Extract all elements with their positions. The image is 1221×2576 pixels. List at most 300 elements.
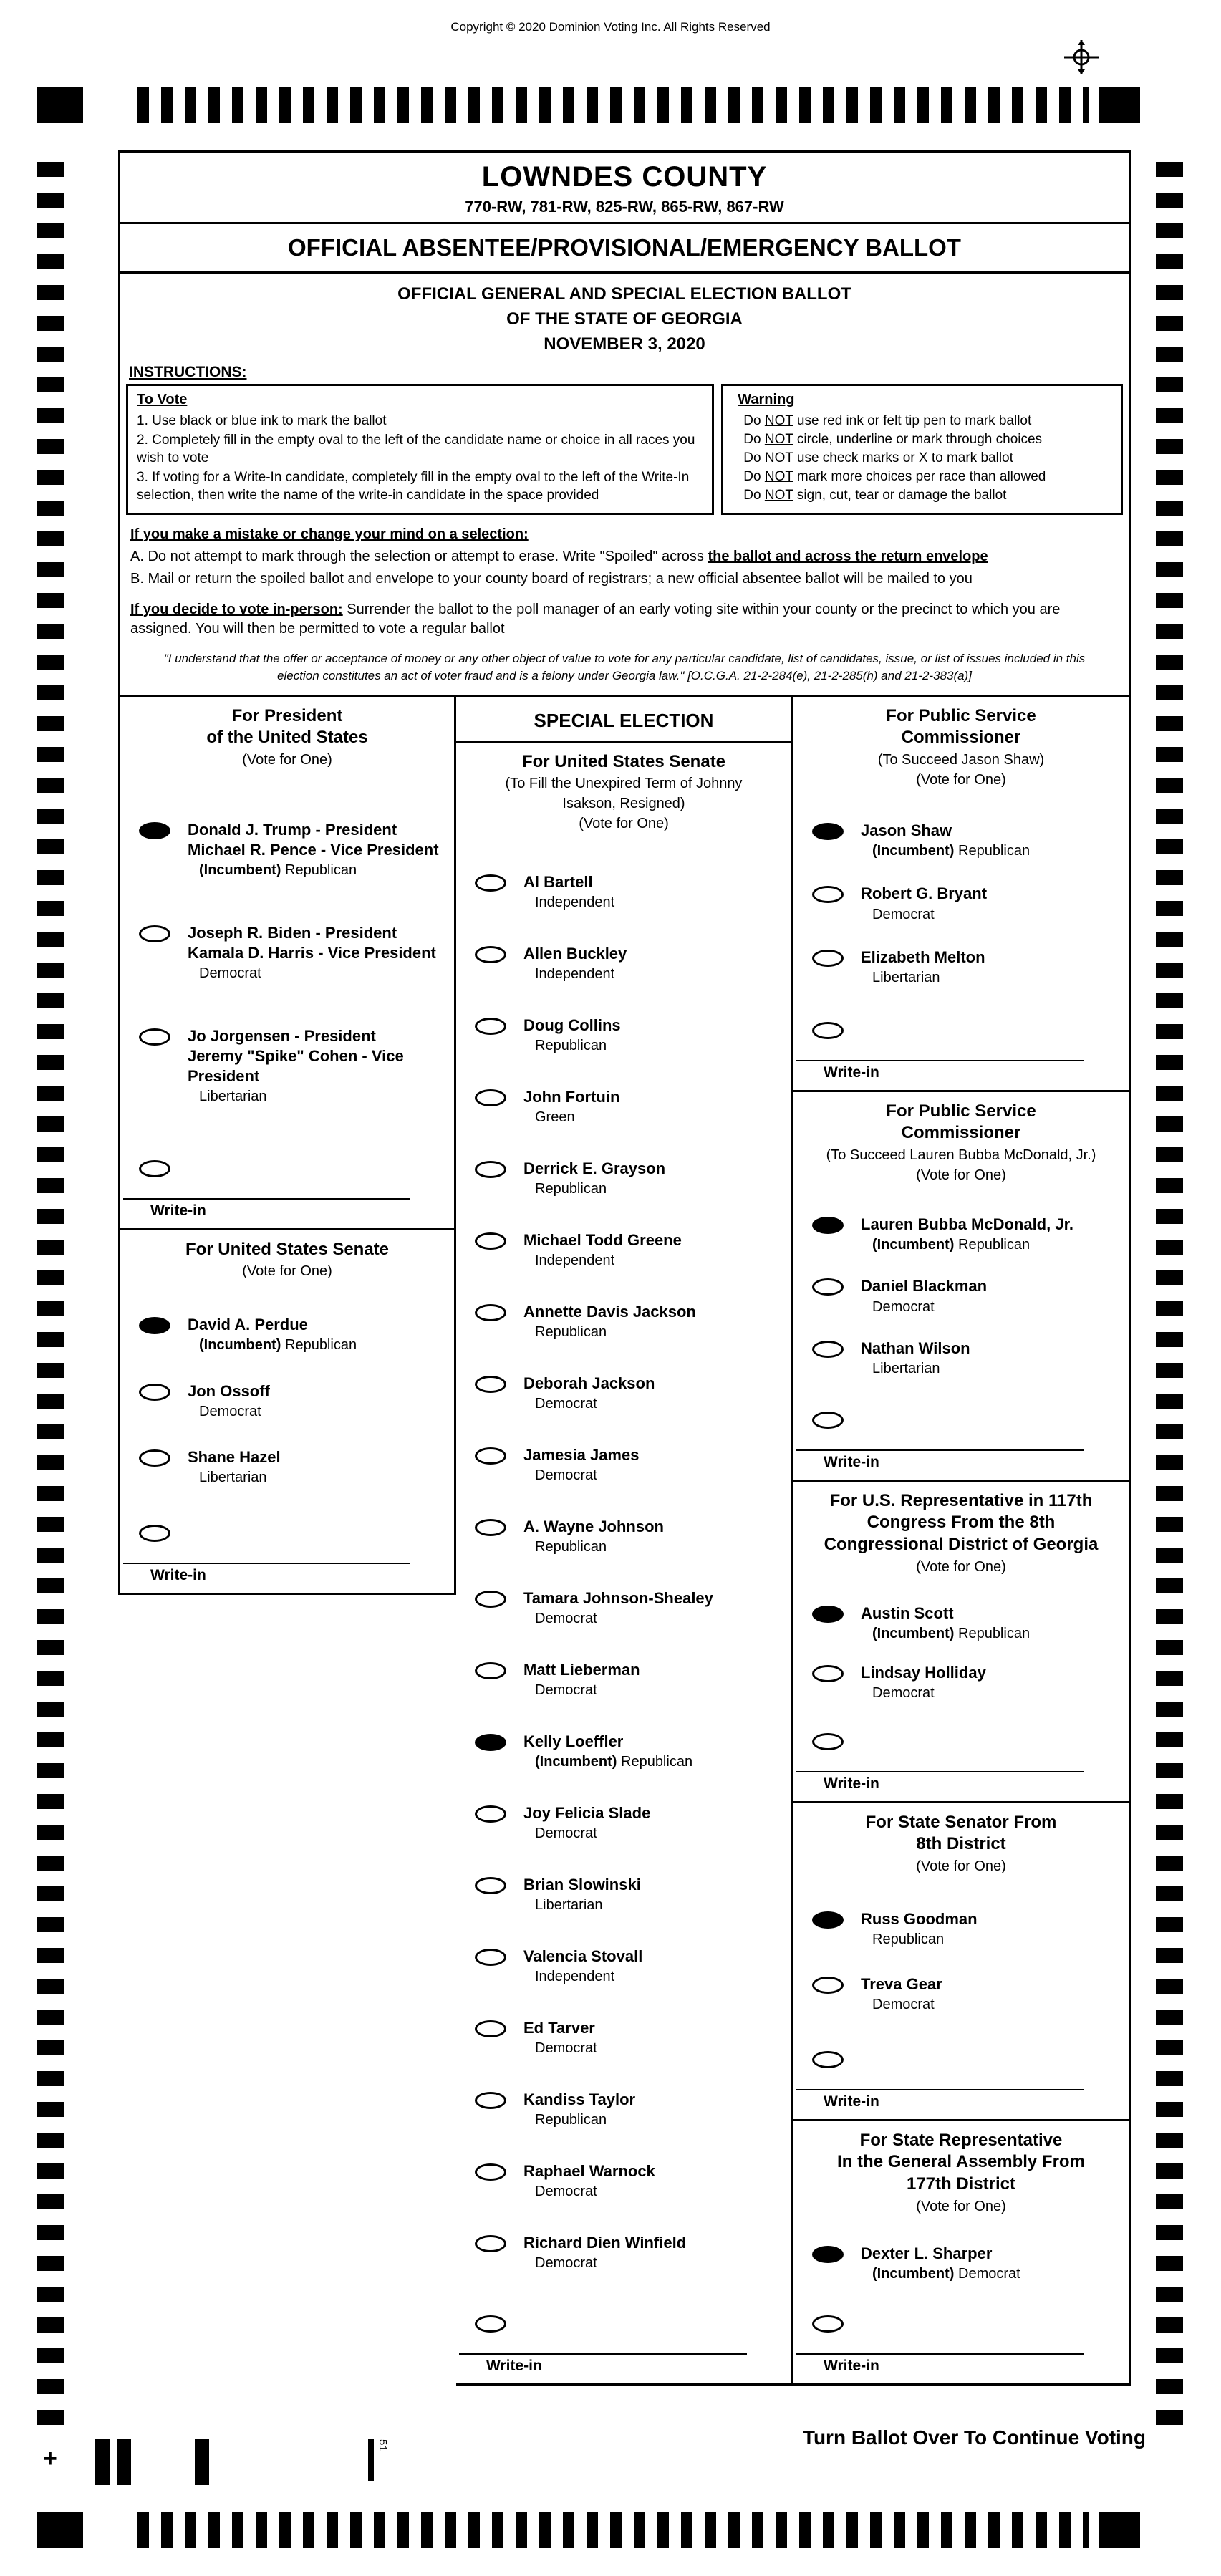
candidate-row	[456, 944, 791, 983]
contest-area	[118, 697, 1131, 2386]
instructions-row	[120, 384, 1129, 515]
candidate-row	[456, 1016, 791, 1055]
party-name: Republican	[958, 842, 1031, 859]
contest-title-line: Congressional District of Georgia	[824, 1535, 1099, 1555]
candidate-oval[interactable]	[475, 1232, 506, 1250]
candidate-party	[188, 964, 454, 983]
candidate-row	[456, 1302, 791, 1341]
contest-box	[793, 697, 1129, 1092]
candidate-party	[523, 1538, 791, 1556]
candidate-oval[interactable]	[475, 2020, 506, 2037]
candidate-row	[456, 1159, 791, 1198]
contest-title-line: Congress From the 8th	[867, 1513, 1056, 1533]
party-name: Libertarian	[535, 1897, 603, 1914]
candidate-oval[interactable]	[139, 1028, 170, 1046]
timing-bar-segment	[1099, 87, 1140, 123]
write-in-oval[interactable]	[475, 2315, 506, 2333]
candidate-oval[interactable]	[475, 1161, 506, 1178]
candidate-party	[861, 968, 1129, 987]
candidate-party	[523, 1394, 791, 1413]
candidate-name: Kelly Loeffler	[523, 1732, 624, 1750]
contest-subtitle-line: (Vote for One)	[916, 772, 1006, 788]
party-name: Democrat	[872, 1684, 935, 1701]
candidate-text	[861, 821, 1129, 860]
in-person-instructions	[120, 592, 1129, 643]
write-in-oval[interactable]	[812, 1412, 844, 1429]
candidate-row	[793, 1603, 1129, 1643]
contest-subtitle-line: (Vote for One)	[579, 816, 669, 832]
candidate-party	[523, 1609, 791, 1628]
warning-items	[732, 412, 1112, 504]
candidate-name: Annette Davis Jackson	[523, 1303, 696, 1321]
candidate-party	[188, 1468, 454, 1487]
candidate-oval[interactable]	[812, 1341, 844, 1358]
candidate-oval[interactable]	[475, 874, 506, 892]
warning-text-rest: mark more choices per race than allowed	[793, 469, 1046, 485]
warning-not-word: NOT	[764, 413, 793, 428]
party-name: Democrat	[199, 1403, 261, 1419]
candidate-list	[793, 791, 1129, 1017]
contest-title-line: In the General Assembly From	[837, 2152, 1085, 2172]
candidate-oval[interactable]	[812, 1911, 844, 1929]
contest-title-line: 177th District	[906, 2174, 1016, 2194]
timing-marks-bottom	[37, 2512, 1140, 2548]
party-name: Democrat	[535, 2254, 597, 2271]
registration-mark-icon	[1064, 40, 1099, 74]
candidate-oval[interactable]	[475, 1447, 506, 1465]
write-in-oval-row	[120, 1523, 454, 1545]
contest-title-line: For United States Senate	[521, 751, 726, 771]
party-name: Democrat	[535, 2040, 597, 2056]
candidate-row	[793, 947, 1129, 987]
candidate-text	[523, 1875, 791, 1914]
timing-bar-segment	[137, 87, 1089, 123]
candidate-party	[523, 2182, 791, 2201]
candidate-row	[793, 1338, 1129, 1378]
contest-title-line: For U.S. Representative in 117th	[829, 1490, 1093, 1510]
party-name: Independent	[535, 894, 615, 911]
candidate-oval[interactable]	[812, 1977, 844, 1994]
contest-box	[793, 1803, 1129, 2121]
timing-marks-top	[37, 87, 1140, 123]
write-in-label: Write-in	[486, 2357, 542, 2374]
contest-box	[793, 2121, 1129, 2383]
ballot-header-frame	[118, 150, 1131, 697]
timing-gap	[83, 87, 137, 123]
candidate-oval[interactable]	[139, 822, 170, 839]
candidate-text	[523, 1803, 791, 1843]
party-name: Democrat	[535, 1396, 597, 1412]
write-in-oval-row	[793, 1731, 1129, 1754]
candidate-row	[120, 820, 454, 879]
contest-title-line: For Public Service	[886, 705, 1036, 725]
candidate-text	[188, 820, 454, 879]
warning-title: Warning	[738, 392, 795, 408]
warning-text-pre: Do	[743, 488, 765, 503]
candidate-party	[861, 1624, 1129, 1643]
candidate-row	[120, 1026, 454, 1106]
candidate-name: Austin Scott	[861, 1603, 954, 1622]
party-name: Democrat	[958, 2266, 1020, 2282]
to-vote-instruction: 2. Completely fill in the empty oval to the left of the candidate name or choice in all races you wish to vote	[137, 432, 695, 465]
candidate-text	[523, 1947, 791, 1986]
timing-gap	[83, 2512, 137, 2548]
candidate-oval[interactable]	[475, 2092, 506, 2109]
contest-header	[456, 743, 791, 835]
party-name: Republican	[285, 862, 357, 879]
candidate-party	[523, 1681, 791, 1699]
candidate-name: Nathan Wilson	[861, 1339, 970, 1358]
incumbent-label: (Incumbent)	[199, 862, 281, 879]
contest-title-line: For State Representative	[859, 2130, 1063, 2150]
candidate-row	[456, 2090, 791, 2129]
candidate-text	[523, 1588, 791, 1628]
candidate-name: Richard Dien Winfield	[523, 2233, 687, 2252]
candidate-party	[861, 1298, 1129, 1316]
party-name: Libertarian	[199, 1470, 267, 1486]
candidate-name: Ed Tarver	[523, 2018, 595, 2037]
timing-gap	[1089, 2512, 1099, 2548]
copyright-notice: Copyright © 2020 Dominion Voting Inc. All Rights Reserved	[450, 20, 771, 34]
candidate-oval[interactable]	[812, 1665, 844, 1682]
candidate-name: Allen Buckley	[523, 945, 627, 963]
candidate-text	[861, 1215, 1129, 1254]
candidate-row	[456, 1875, 791, 1914]
county-name: LOWNDES COUNTY	[481, 161, 768, 193]
timing-gap	[1089, 87, 1099, 123]
candidate-oval[interactable]	[812, 823, 844, 840]
candidate-party	[523, 1251, 791, 1270]
warning-instruction	[743, 430, 1112, 448]
party-name: Republican	[958, 1625, 1031, 1641]
candidate-row	[456, 1660, 791, 1699]
candidate-oval[interactable]	[475, 1591, 506, 1608]
candidate-oval[interactable]	[475, 2235, 506, 2252]
warning-text-rest: use check marks or X to mark ballot	[793, 450, 1013, 465]
write-in-block	[120, 1520, 454, 1587]
candidate-text	[861, 884, 1129, 923]
candidate-party	[861, 841, 1129, 860]
candidate-row	[456, 2161, 791, 2201]
candidate-oval[interactable]	[475, 1662, 506, 1679]
timing-marks-right	[1156, 162, 1183, 2428]
timing-bar-segment	[37, 87, 83, 123]
candidate-oval[interactable]	[812, 2246, 844, 2263]
warning-text-pre: Do	[743, 413, 765, 428]
candidate-text	[861, 1603, 1129, 1643]
candidate-party	[188, 1336, 454, 1354]
candidate-row	[456, 1087, 791, 1127]
candidate-row	[793, 1663, 1129, 1702]
candidate-name: Lindsay Holliday	[861, 1663, 986, 1682]
candidate-text	[861, 1974, 1129, 2014]
party-name: Libertarian	[872, 1361, 940, 1377]
candidate-text	[523, 1732, 791, 1771]
special-election-banner: SPECIAL ELECTION	[456, 697, 791, 743]
candidate-name: Al Bartell	[523, 873, 593, 892]
candidate-party	[861, 1359, 1129, 1378]
stub-mark	[368, 2439, 374, 2481]
party-name: Republican	[535, 1539, 607, 1555]
write-in-oval[interactable]	[812, 2315, 844, 2333]
contest-box	[793, 1482, 1129, 1803]
write-in-oval[interactable]	[812, 2051, 844, 2068]
write-in-block	[793, 1728, 1129, 1795]
candidate-text	[861, 947, 1129, 987]
candidate-text	[523, 1517, 791, 1556]
in-person-heading: If you decide to vote in-person:	[130, 602, 343, 618]
incumbent-label: (Incumbent)	[535, 1754, 617, 1770]
party-name: Democrat	[872, 1298, 935, 1315]
candidate-name: Brian Slowinski	[523, 1875, 641, 1894]
contest-header	[793, 1482, 1129, 1578]
candidate-row	[456, 1230, 791, 1270]
warning-not-word: NOT	[764, 450, 793, 465]
candidate-oval[interactable]	[475, 1519, 506, 1536]
write-in-oval[interactable]	[812, 1022, 844, 1039]
candidate-party	[523, 1108, 791, 1127]
candidate-text	[188, 1315, 454, 1354]
contest-subtitle-line: (Vote for One)	[242, 1263, 332, 1280]
mistake-item-a	[130, 547, 1119, 566]
candidate-party	[861, 2264, 1129, 2283]
write-in-oval[interactable]	[812, 1733, 844, 1750]
to-vote-instruction: 3. If voting for a Write-In candidate, completely fill in the empty oval to the left of the Write-In selection, then write the name of the write-in candidate in the space provided	[137, 470, 690, 503]
candidate-name: John Fortuin	[523, 1088, 620, 1106]
candidate-party	[523, 2039, 791, 2058]
candidate-row	[793, 884, 1129, 923]
contest-title-line: 8th District	[916, 1834, 1006, 1854]
candidate-text	[523, 1302, 791, 1341]
candidate-oval[interactable]	[475, 1304, 506, 1321]
candidate-row	[793, 1974, 1129, 2014]
instructions-label: INSTRUCTIONS:	[129, 364, 247, 381]
candidate-oval[interactable]	[475, 1805, 506, 1823]
candidate-name: A. Wayne Johnson	[523, 1518, 664, 1536]
write-in-block	[793, 1407, 1129, 1474]
candidate-party	[523, 1180, 791, 1198]
candidate-text	[523, 2161, 791, 2201]
party-name: Democrat	[535, 2183, 597, 2199]
candidate-row	[456, 1588, 791, 1628]
candidate-oval[interactable]	[139, 925, 170, 942]
candidate-name: Deborah Jackson	[523, 1374, 655, 1393]
warning-text-rest: sign, cut, tear or damage the ballot	[793, 488, 1007, 503]
candidate-list	[793, 2217, 1129, 2310]
candidate-oval[interactable]	[812, 1217, 844, 1234]
party-name: Republican	[535, 1324, 607, 1341]
warning-instruction	[743, 412, 1112, 430]
election-subtitle	[120, 274, 1129, 358]
candidate-oval[interactable]	[139, 1317, 170, 1334]
candidate-oval[interactable]	[475, 2163, 506, 2181]
to-vote-items	[137, 412, 703, 504]
write-in-block	[793, 1017, 1129, 1084]
contest-header	[120, 1230, 454, 1283]
candidate-party	[861, 1995, 1129, 2014]
party-name: Republican	[535, 1038, 607, 1054]
mistake-item-b: B. Mail or return the spoiled ballot and envelope to your county board of registrars; a new official absentee ballot will be mailed to you	[130, 571, 973, 587]
stub-number: 51	[377, 2439, 389, 2451]
candidate-party	[523, 1466, 791, 1485]
candidate-oval[interactable]	[475, 1734, 506, 1751]
contest-header	[120, 697, 454, 771]
candidate-text	[861, 1338, 1129, 1378]
incumbent-label: (Incumbent)	[872, 842, 955, 859]
write-in-oval-row	[793, 2049, 1129, 2072]
candidate-list	[120, 771, 454, 1155]
candidate-oval[interactable]	[475, 1949, 506, 1966]
candidate-text	[861, 1909, 1129, 1949]
candidate-text	[523, 2018, 791, 2058]
party-name: Independent	[535, 1968, 615, 1984]
candidate-row	[793, 1909, 1129, 1949]
candidate-text	[188, 1381, 454, 1421]
party-name: Independent	[535, 1253, 615, 1269]
candidate-text	[523, 872, 791, 912]
candidate-party	[523, 1036, 791, 1055]
contest-subtitle-line: (Vote for One)	[916, 2198, 1006, 2214]
candidate-row	[120, 1315, 454, 1354]
timing-bar-segment	[1099, 2512, 1140, 2548]
candidate-name: Michael R. Pence - Vice President	[188, 840, 439, 859]
candidate-oval[interactable]	[475, 1376, 506, 1393]
to-vote-instruction: 1. Use black or blue ink to mark the ballot	[137, 413, 387, 428]
candidate-text	[523, 1087, 791, 1127]
contest-title-line: Commissioner	[901, 1123, 1021, 1143]
candidate-text	[523, 944, 791, 983]
contest-subtitle-line: (Vote for One)	[916, 1858, 1006, 1875]
candidate-oval[interactable]	[475, 1018, 506, 1035]
candidate-name: Derrick E. Grayson	[523, 1159, 666, 1178]
candidate-name: Treva Gear	[861, 1975, 942, 1994]
write-in-oval-row	[793, 2313, 1129, 2336]
candidate-party	[188, 861, 454, 879]
warning-text-pre: Do	[743, 450, 765, 465]
candidate-name: Jeremy "Spike" Cohen - Vice President	[188, 1046, 404, 1085]
ballot-body	[118, 150, 1131, 2386]
contest-title-line: of the United States	[206, 728, 368, 748]
candidate-name: Jo Jorgensen - President	[188, 1026, 376, 1045]
timing-marks-left	[37, 162, 64, 2428]
contest-subtitle-line: (To Succeed Lauren Bubba McDonald, Jr.)	[826, 1147, 1096, 1164]
candidate-list	[793, 1578, 1129, 1728]
candidate-name: David A. Perdue	[188, 1315, 308, 1333]
turn-ballot-over-notice: Turn Ballot Over To Continue Voting	[802, 2426, 1146, 2449]
to-vote-box	[126, 384, 714, 515]
ballot-column-2	[456, 697, 793, 2386]
party-name: Republican	[535, 2111, 607, 2128]
contest-box	[120, 1230, 454, 1593]
candidate-party	[861, 1930, 1129, 1949]
mistake-instructions	[120, 515, 1129, 588]
candidate-text	[188, 1447, 454, 1487]
candidate-party	[523, 1824, 791, 1843]
candidate-name: Tamara Johnson-Shealey	[523, 1588, 713, 1607]
candidate-text	[188, 1026, 454, 1106]
write-in-oval[interactable]	[139, 1525, 170, 1542]
warning-text-rest: circle, underline or mark through choices	[793, 431, 1043, 447]
contest-subtitle-line: (To Fill the Unexpired Term of Johnny	[505, 776, 743, 792]
in-person-text: Surrender the ballot to the poll manager of an early voting site within your county or the precinct to which you are assigned. You will then be permitted to vote a regular ballot	[130, 602, 1061, 637]
candidate-text	[523, 1660, 791, 1699]
candidate-text	[861, 1663, 1129, 1702]
candidate-name: Kandiss Taylor	[523, 2090, 636, 2108]
write-in-oval-row	[793, 1409, 1129, 1432]
ballot-column-1	[118, 697, 456, 1595]
election-title-line: OFFICIAL GENERAL AND SPECIAL ELECTION BALLOT	[397, 284, 851, 304]
mistake-heading: If you make a mistake or change your mind on a selection:	[130, 526, 529, 543]
candidate-oval[interactable]	[812, 1606, 844, 1623]
candidate-oval[interactable]	[475, 1877, 506, 1894]
candidate-party	[523, 1896, 791, 1914]
candidate-party	[523, 893, 791, 912]
warning-text-pre: Do	[743, 431, 765, 447]
candidate-text	[861, 1276, 1129, 1316]
party-name: Republican	[535, 1181, 607, 1197]
party-name: Republican	[285, 1337, 357, 1354]
candidate-text	[523, 1230, 791, 1270]
candidate-oval[interactable]	[475, 946, 506, 963]
candidate-row	[456, 1445, 791, 1485]
party-name: Democrat	[199, 965, 261, 982]
contest-title-line: For Public Service	[886, 1101, 1036, 1121]
timing-bar-segment	[37, 2512, 83, 2548]
candidate-text	[523, 2233, 791, 2272]
write-in-label: Write-in	[824, 1063, 879, 1081]
candidate-party	[861, 1684, 1129, 1702]
candidate-oval[interactable]	[812, 950, 844, 967]
candidate-name: Donald J. Trump - President	[188, 820, 397, 839]
candidate-party	[523, 2254, 791, 2272]
candidate-row	[793, 1215, 1129, 1254]
write-in-label: Write-in	[824, 2357, 879, 2374]
warning-not-word: NOT	[764, 469, 793, 485]
candidate-oval[interactable]	[139, 1449, 170, 1467]
contest-title-line: For United States Senate	[185, 1239, 390, 1259]
fraud-notice: "I understand that the offer or acceptance of money or any other object of value to vote for any particular candidate, list of candidates, issue, or list of issues included in this election constitutes an act of voter fraud and is a felony under Georgia law." [O.C.G.A. 21-2-284(e), 21-2-285(h) and 21-2-383(a)]	[163, 652, 1086, 682]
candidate-party	[523, 2111, 791, 2129]
party-name: Green	[535, 1109, 575, 1126]
contest-subtitle-line: Isakson, Resigned)	[562, 796, 685, 812]
write-in-oval[interactable]	[139, 1160, 170, 1177]
candidate-row	[456, 872, 791, 912]
party-name: Independent	[535, 966, 615, 983]
candidate-oval[interactable]	[812, 886, 844, 903]
contest-subtitle-line: (To Succeed Jason Shaw)	[877, 752, 1045, 768]
candidate-name: Shane Hazel	[188, 1448, 281, 1467]
candidate-row	[793, 1276, 1129, 1316]
contest-box	[793, 1092, 1129, 1482]
candidate-name: Jamesia James	[523, 1446, 640, 1465]
candidate-text	[861, 2244, 1129, 2283]
candidate-oval[interactable]	[139, 1384, 170, 1401]
write-in-label: Write-in	[824, 1775, 879, 1792]
candidate-text	[523, 1445, 791, 1485]
ballot-column-3	[793, 697, 1131, 2386]
warning-instruction	[743, 449, 1112, 467]
write-in-block	[456, 2310, 791, 2378]
candidate-name: Elizabeth Melton	[861, 948, 985, 967]
candidate-oval[interactable]	[475, 1089, 506, 1106]
candidate-oval[interactable]	[812, 1278, 844, 1296]
incumbent-label: (Incumbent)	[872, 1625, 955, 1641]
party-name: Democrat	[872, 1997, 935, 2013]
candidate-party	[861, 1235, 1129, 1254]
contest-subtitle-line: (Vote for One)	[242, 752, 332, 768]
contest-box	[120, 697, 454, 1230]
stub-mark	[195, 2439, 209, 2485]
